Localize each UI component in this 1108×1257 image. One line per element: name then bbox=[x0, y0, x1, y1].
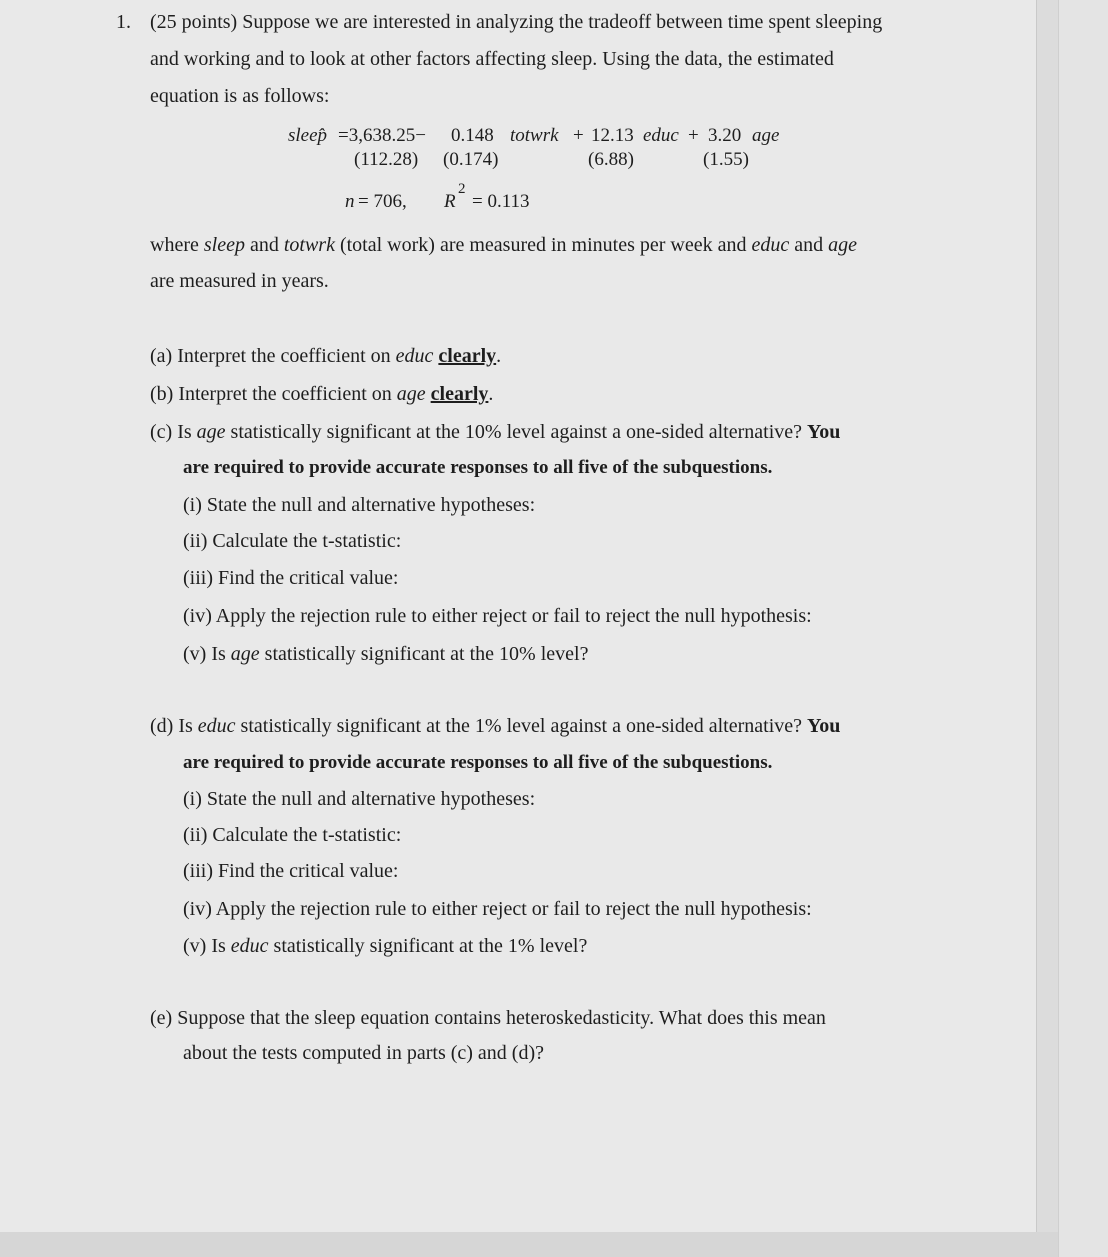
eq-n-value: = 706, bbox=[358, 191, 407, 212]
part-c: (c) Is age statistically significant at the 10% level against a one-sided alternative? You bbox=[150, 421, 841, 443]
eq-se1: (0.174) bbox=[443, 149, 499, 170]
part-c-sub-iii: (iii) Find the critical value: bbox=[183, 567, 399, 589]
intro-line-2: and working and to look at other factors affecting sleep. Using the data, the estimated bbox=[150, 48, 834, 70]
intro-line-1: (25 points) Suppose we are interested in analyzing the tradeoff between time spent sleeping bbox=[150, 11, 883, 33]
eq-r2-label: R bbox=[444, 191, 456, 212]
where-line-1: where sleep and totwrk (total work) are measured in minutes per week and educ and age bbox=[150, 234, 858, 256]
eq-n-label: n bbox=[345, 191, 355, 212]
intro-line-3: equation is as follows: bbox=[150, 85, 330, 107]
eq-b3: 3.20 bbox=[708, 125, 742, 146]
question-number: 1. bbox=[116, 11, 131, 33]
eq-se2: (6.88) bbox=[588, 149, 634, 170]
eq-intercept: =3,638.25− bbox=[338, 125, 426, 146]
eq-x1: totwrk bbox=[510, 125, 559, 146]
eq-se3: (1.55) bbox=[703, 149, 749, 170]
part-e: (e) Suppose that the sleep equation contains heteroskedasticity. What does this mean bbox=[150, 1007, 826, 1029]
part-d: (d) Is educ statistically significant at the 1% level against a one-sided alternative? You bbox=[150, 715, 841, 737]
part-c-sub-ii: (ii) Calculate the t-statistic: bbox=[183, 530, 402, 552]
part-b: (b) Interpret the coefficient on age clearly. bbox=[150, 383, 494, 405]
part-d-sub-iii: (iii) Find the critical value: bbox=[183, 860, 399, 882]
part-c-instruction: are required to provide accurate responses to all five of the subquestions. bbox=[183, 457, 773, 478]
eq-x3: age bbox=[752, 125, 780, 146]
eq-plus2: + bbox=[688, 125, 699, 146]
eq-r2-value: = 0.113 bbox=[472, 191, 530, 212]
part-d-sub-i: (i) State the null and alternative hypotheses: bbox=[183, 788, 536, 810]
part-e-line-2: about the tests computed in parts (c) and (d)? bbox=[183, 1042, 544, 1064]
part-d-instruction: are required to provide accurate responses to all five of the subquestions. bbox=[183, 752, 773, 773]
eq-b2: 12.13 bbox=[591, 125, 634, 146]
part-c-sub-v: (v) Is age statistically significant at the 10% level? bbox=[183, 643, 589, 665]
part-c-sub-iv: (iv) Apply the rejection rule to either reject or fail to reject the null hypothesis: bbox=[183, 605, 812, 627]
eq-b1: 0.148 bbox=[451, 125, 494, 146]
eq-lhs: sleep̂ bbox=[288, 125, 328, 146]
part-d-sub-v: (v) Is educ statistically significant at the 1% level? bbox=[183, 935, 588, 957]
where-line-2: are measured in years. bbox=[150, 270, 329, 292]
eq-x2: educ bbox=[643, 125, 679, 146]
right-margin-strip bbox=[1058, 0, 1108, 1257]
part-a: (a) Interpret the coefficient on educ clearly. bbox=[150, 345, 502, 367]
bottom-edge bbox=[0, 1232, 1058, 1257]
part-d-sub-iv: (iv) Apply the rejection rule to either reject or fail to reject the null hypothesis: bbox=[183, 898, 812, 920]
part-c-sub-i: (i) State the null and alternative hypotheses: bbox=[183, 494, 536, 516]
eq-plus1: + bbox=[573, 125, 584, 146]
eq-r2-exponent: 2 bbox=[458, 181, 466, 197]
eq-se0: (112.28) bbox=[354, 149, 419, 170]
part-d-sub-ii: (ii) Calculate the t-statistic: bbox=[183, 824, 402, 846]
